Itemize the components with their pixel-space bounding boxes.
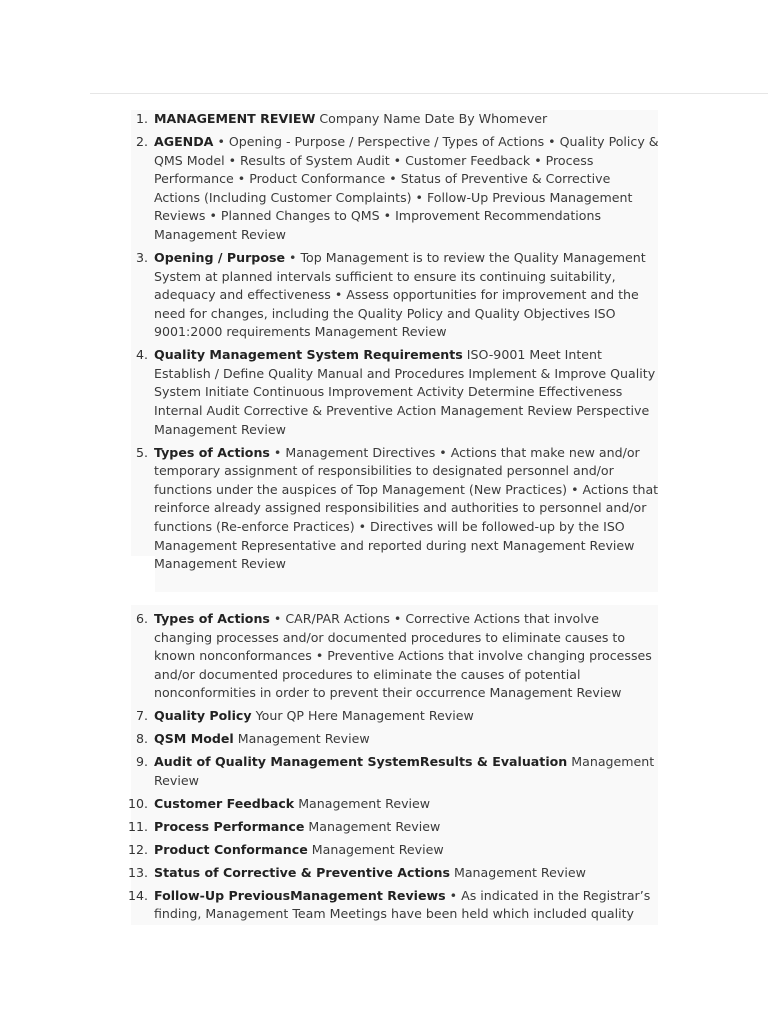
item-body: Management Review bbox=[304, 818, 441, 834]
item-body: • CAR/PAR Actions • Corrective Actions that involve changing processes and/or documented procedures to eliminate causes to known nonconformances • Preventive Actions that involve changing processes and/or documented procedures to eliminate the causes of potential nonconformities in order to prevent their occurrence Management Review bbox=[154, 611, 652, 701]
item-title: Follow-Up PreviousManagement Reviews bbox=[154, 887, 446, 903]
list-item bbox=[0, 249, 660, 342]
item-title: Types of Actions bbox=[154, 444, 270, 460]
item-number: 10. bbox=[127, 795, 148, 811]
top-divider bbox=[90, 93, 768, 94]
item-body: Management Review bbox=[233, 731, 370, 747]
item-number: 7. bbox=[135, 708, 148, 724]
item-body: • Opening - Purpose / Perspective / Types of Actions • Quality Policy & QMS Model • Results of System Audit • Customer Feedback • Process Performance • Product Conformance • Status of Preventive & Corrective Actions (Including Customer Complaints) • Follow-Up Previous Management Reviews • Planned Changes to QMS • Improvement Recommendations Management Review bbox=[154, 133, 659, 242]
item-number: 11. bbox=[127, 818, 148, 834]
item-number: 3. bbox=[135, 249, 148, 265]
list-item bbox=[0, 730, 660, 749]
item-title: MANAGEMENT REVIEW bbox=[154, 111, 316, 126]
item-title: Quality Management System Requirements bbox=[154, 347, 463, 363]
item-number: 14. bbox=[127, 887, 148, 903]
list-item bbox=[0, 795, 660, 814]
item-title: QSM Model bbox=[154, 731, 234, 747]
list-item bbox=[0, 753, 660, 790]
item-body: Management Review bbox=[307, 841, 444, 857]
item-number: 1. bbox=[135, 111, 148, 126]
item-body: Your QP Here Management Review bbox=[251, 708, 474, 724]
list-item bbox=[0, 864, 660, 883]
list-item bbox=[0, 841, 660, 860]
item-body: Management Review bbox=[449, 864, 586, 880]
slide-list-part-1 bbox=[0, 110, 660, 578]
item-title: Quality Policy bbox=[154, 708, 252, 724]
item-number: 6. bbox=[135, 611, 148, 626]
item-body: • As indicated in the Registrar’s finding, Management Team Meetings have been held which included quality bbox=[154, 887, 651, 922]
item-number: 4. bbox=[135, 347, 148, 363]
item-title: Types of Actions bbox=[154, 611, 270, 626]
item-number: 9. bbox=[135, 754, 148, 770]
list-item bbox=[0, 346, 660, 439]
list-item bbox=[0, 610, 660, 703]
item-title: Status of Corrective & Preventive Actions bbox=[154, 864, 450, 880]
list-item bbox=[0, 818, 660, 837]
item-title: Audit of Quality Management SystemResults & Evaluation bbox=[154, 754, 568, 770]
item-number: 2. bbox=[135, 133, 148, 149]
item-title: AGENDA bbox=[154, 133, 214, 149]
item-body: • Management Directives • Actions that make new and/or temporary assignment of responsibilities to designated personnel and/or functions under the auspices of Top Management (New Practices) • Actions that reinforce already assigned responsibilities and authorities to personnel and/or functions (Re-enforce Practices) • Directives will be followed-up by the ISO Management Representative and reported during next Management Review Management Review bbox=[154, 444, 659, 572]
list-item bbox=[0, 133, 660, 245]
item-title: Product Conformance bbox=[154, 841, 308, 857]
slide-list-part-2 bbox=[0, 610, 660, 928]
item-body: Company Name Date By Whomever bbox=[315, 111, 548, 126]
list-item bbox=[0, 707, 660, 726]
item-number: 5. bbox=[135, 444, 148, 460]
item-title: Customer Feedback bbox=[154, 795, 295, 811]
item-number: 12. bbox=[127, 841, 148, 857]
list-item bbox=[0, 110, 660, 129]
item-title: Process Performance bbox=[154, 818, 305, 834]
item-body: ISO-9001 Meet Intent Establish / Define Quality Manual and Procedures Implement & Improve Quality System Initiate Continuous Improvement Activity Determine Effectiveness Internal Audit Corrective & Preventive Action Management Review Perspective Management Review bbox=[154, 347, 656, 437]
item-body: Management Review bbox=[294, 795, 431, 811]
item-body: • Top Management is to review the Quality Management System at planned intervals sufficient to ensure its continuing suitability, adequacy and effectiveness • Assess opportunities for improvement and the need for changes, including the Quality Policy and Quality Objectives ISO 9001:2000 requirements Management Review bbox=[154, 249, 646, 340]
item-body: Management Review bbox=[154, 754, 655, 788]
item-number: 13. bbox=[127, 864, 148, 880]
list-item bbox=[0, 444, 660, 574]
item-number: 8. bbox=[135, 731, 148, 747]
item-title: Opening / Purpose bbox=[154, 249, 286, 265]
list-item bbox=[0, 887, 660, 924]
